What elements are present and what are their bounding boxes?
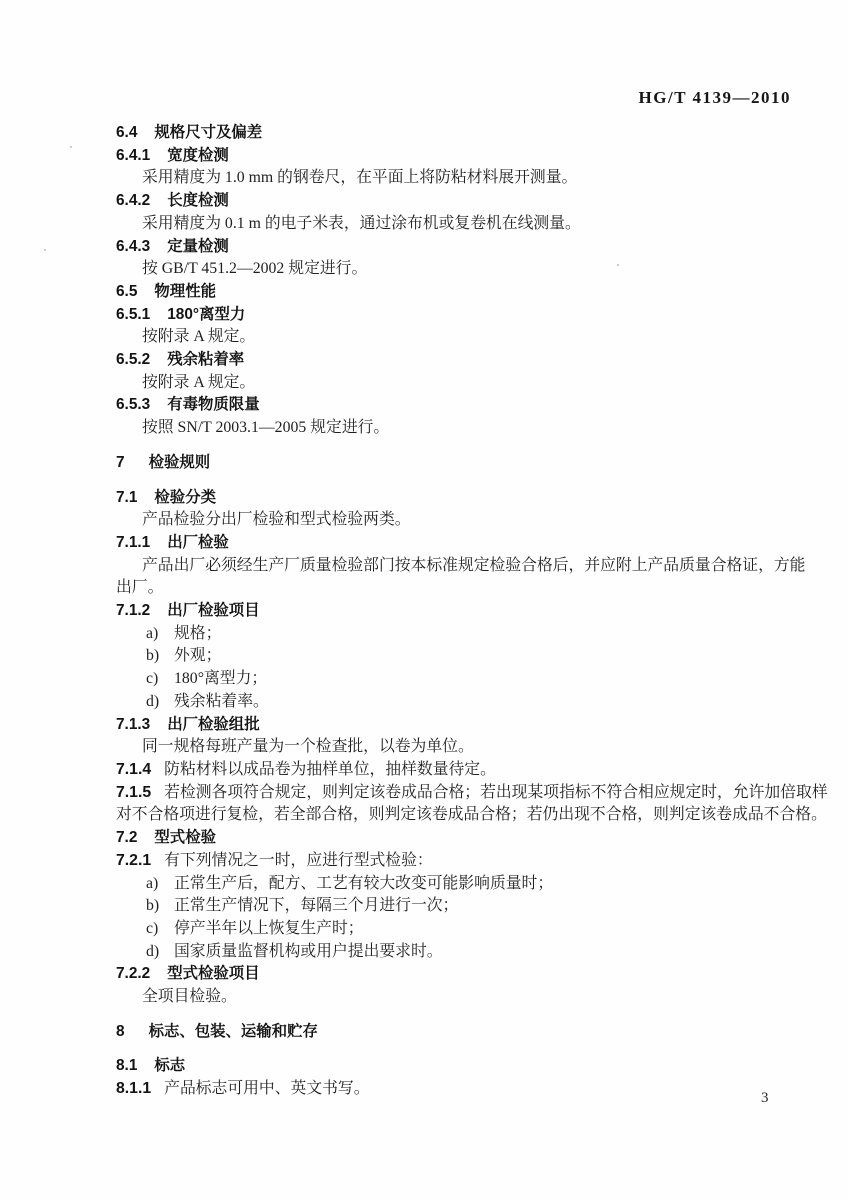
line-text: 型式检验项目 xyxy=(167,965,260,983)
paragraph-line xyxy=(116,509,794,532)
subsection-heading xyxy=(116,145,794,168)
list-item xyxy=(116,873,794,896)
subsection-heading xyxy=(116,236,794,259)
clause-line xyxy=(116,850,794,873)
clause-number: 8.1 xyxy=(116,1057,138,1075)
scan-speckle xyxy=(44,249,46,251)
line-text: 出厂检验组批 xyxy=(167,715,260,733)
line-text: 产品出厂必须经生产厂质量检验部门按本标准规定检验合格后，并应附上产品质量合格证，方能 xyxy=(142,556,806,574)
list-item xyxy=(116,668,794,691)
chapter-heading xyxy=(116,452,794,475)
clause-number: 6.5.2 xyxy=(116,351,151,369)
line-text: 180°离型力； xyxy=(174,670,268,688)
list-item xyxy=(116,895,794,918)
subsection-heading xyxy=(116,394,794,417)
list-item xyxy=(116,623,794,646)
standard-number-header: HG/T 4139—2010 xyxy=(638,88,791,107)
line-text: 正常生产后，配方、工艺有较大改变可能影响质量时； xyxy=(174,874,554,892)
paragraph-line xyxy=(116,417,794,440)
section-heading xyxy=(116,487,794,510)
paragraph-line xyxy=(116,258,794,281)
subsection-heading xyxy=(116,963,794,986)
line-text: 有毒物质限量 xyxy=(167,396,260,414)
subsection-heading xyxy=(116,532,794,555)
line-text: 采用精度为 0.1 m 的电子米表，通过涂布机或复卷机在线测量。 xyxy=(142,214,581,232)
line-text: 国家质量监督机构或用户提出要求时。 xyxy=(174,942,443,960)
list-marker: d) xyxy=(146,692,160,710)
line-text: 规格尺寸及偏差 xyxy=(154,124,263,141)
section-heading xyxy=(116,1055,794,1078)
line-text: 残余粘着率。 xyxy=(174,692,269,710)
line-text: 对不合格项进行复检，若全部合格，则判定该卷成品合格；若仍出现不合格，则判定该卷成品不合格。 xyxy=(116,806,827,824)
line-text: 同一规格每班产量为一个检查批，以卷为单位。 xyxy=(142,738,474,756)
clause-number: 6.4.1 xyxy=(116,146,151,164)
list-marker: b) xyxy=(146,897,160,915)
clause-number: 7 xyxy=(116,453,125,471)
list-marker: c) xyxy=(146,670,159,688)
line-text: 若检测各项符合规定，则判定该卷成品合格；若出现某项指标不符合相应规定时，允许加倍取样 xyxy=(164,783,828,801)
clause-number: 7.2.1 xyxy=(116,851,152,869)
scan-speckle xyxy=(70,146,72,148)
clause-number: 7.1.3 xyxy=(116,715,151,733)
list-item xyxy=(116,941,794,964)
clause-number: 6.4 xyxy=(116,124,138,141)
list-marker: d) xyxy=(146,942,160,960)
chapter-heading xyxy=(116,1021,794,1044)
list-item xyxy=(116,918,794,941)
subsection-heading xyxy=(116,304,794,327)
line-text: 产品标志可用中、英文书写。 xyxy=(164,1080,370,1098)
line-text: 外观； xyxy=(174,647,222,665)
list-marker: a) xyxy=(146,624,159,642)
clause-number: 6.4.3 xyxy=(116,237,151,255)
line-text: 180°离型力 xyxy=(167,305,246,323)
line-text: 定量检测 xyxy=(167,237,229,255)
clause-number: 7.2.2 xyxy=(116,965,151,983)
paragraph-line xyxy=(116,167,794,190)
paragraph-line xyxy=(116,986,794,1009)
line-text: 正常生产情况下，每隔三个月进行一次； xyxy=(174,897,459,915)
list-marker: c) xyxy=(146,919,159,937)
line-text: 按附录 A 规定。 xyxy=(142,328,256,346)
paragraph-line xyxy=(116,555,806,578)
paragraph-line xyxy=(116,326,794,349)
list-item xyxy=(116,645,794,668)
clause-number: 6.5.3 xyxy=(116,396,151,414)
line-text: 全项目检验。 xyxy=(142,988,237,1006)
line-text: 长度检测 xyxy=(167,192,229,210)
line-text: 按 GB/T 451.2—2002 规定进行。 xyxy=(142,260,368,278)
line-text: 规格； xyxy=(174,624,222,642)
line-text: 按照 SN/T 2003.1—2005 规定进行。 xyxy=(142,419,390,437)
line-text: 检验规则 xyxy=(148,453,211,471)
line-text: 出厂检验 xyxy=(167,533,229,551)
subsection-heading xyxy=(116,600,794,623)
line-text: 残余粘着率 xyxy=(167,351,245,369)
line-text: 按附录 A 规定。 xyxy=(142,373,256,391)
line-text: 防粘材料以成品卷为抽样单位，抽样数量待定。 xyxy=(164,760,496,778)
paragraph-continuation xyxy=(116,577,794,600)
line-text: 出厂。 xyxy=(116,579,164,597)
clause-line xyxy=(116,1078,794,1101)
clause-number: 7.1.1 xyxy=(116,533,151,551)
line-text: 宽度检测 xyxy=(167,146,229,164)
line-text: 标志 xyxy=(154,1057,186,1075)
line-text: 检验分类 xyxy=(154,488,216,506)
subsection-heading xyxy=(116,349,794,372)
line-text: 采用精度为 1.0 mm 的钢卷尺，在平面上将防粘材料展开测量。 xyxy=(142,169,578,187)
page-number: 3 xyxy=(761,1090,769,1106)
paragraph-line xyxy=(116,372,794,395)
list-item xyxy=(116,691,794,714)
paragraph-line xyxy=(116,213,794,236)
subsection-heading xyxy=(116,190,794,213)
line-text: 物理性能 xyxy=(154,282,216,300)
line-text: 型式检验 xyxy=(154,829,216,847)
clause-line xyxy=(116,759,794,782)
clause-number: 8 xyxy=(116,1022,125,1040)
clause-number: 7.1.5 xyxy=(116,783,152,801)
list-marker: a) xyxy=(146,874,159,892)
clause-number: 7.1.2 xyxy=(116,602,151,620)
paragraph-line xyxy=(116,736,794,759)
clause-number: 7.1 xyxy=(116,488,138,506)
clause-number: 7.1.4 xyxy=(116,760,152,778)
clause-number: 6.5.1 xyxy=(116,305,151,323)
clause-line xyxy=(116,782,828,805)
section-heading xyxy=(116,122,794,145)
line-text: 出厂检验项目 xyxy=(167,602,260,620)
line-text: 有下列情况之一时，应进行型式检验： xyxy=(164,851,433,869)
line-text: 停产半年以上恢复生产时； xyxy=(174,919,364,937)
line-text: 产品检验分出厂检验和型式检验两类。 xyxy=(142,511,411,529)
document-content xyxy=(116,122,828,1101)
clause-number: 6.4.2 xyxy=(116,192,151,210)
paragraph-continuation xyxy=(116,804,827,827)
section-heading xyxy=(116,827,794,850)
section-heading xyxy=(116,281,794,304)
scan-speckle xyxy=(617,264,619,266)
clause-number: 7.2 xyxy=(116,829,138,847)
subsection-heading xyxy=(116,714,794,737)
clause-number: 8.1.1 xyxy=(116,1080,152,1098)
line-text: 标志、包装、运输和贮存 xyxy=(148,1022,318,1040)
clause-number: 6.5 xyxy=(116,282,138,300)
list-marker: b) xyxy=(146,647,160,665)
